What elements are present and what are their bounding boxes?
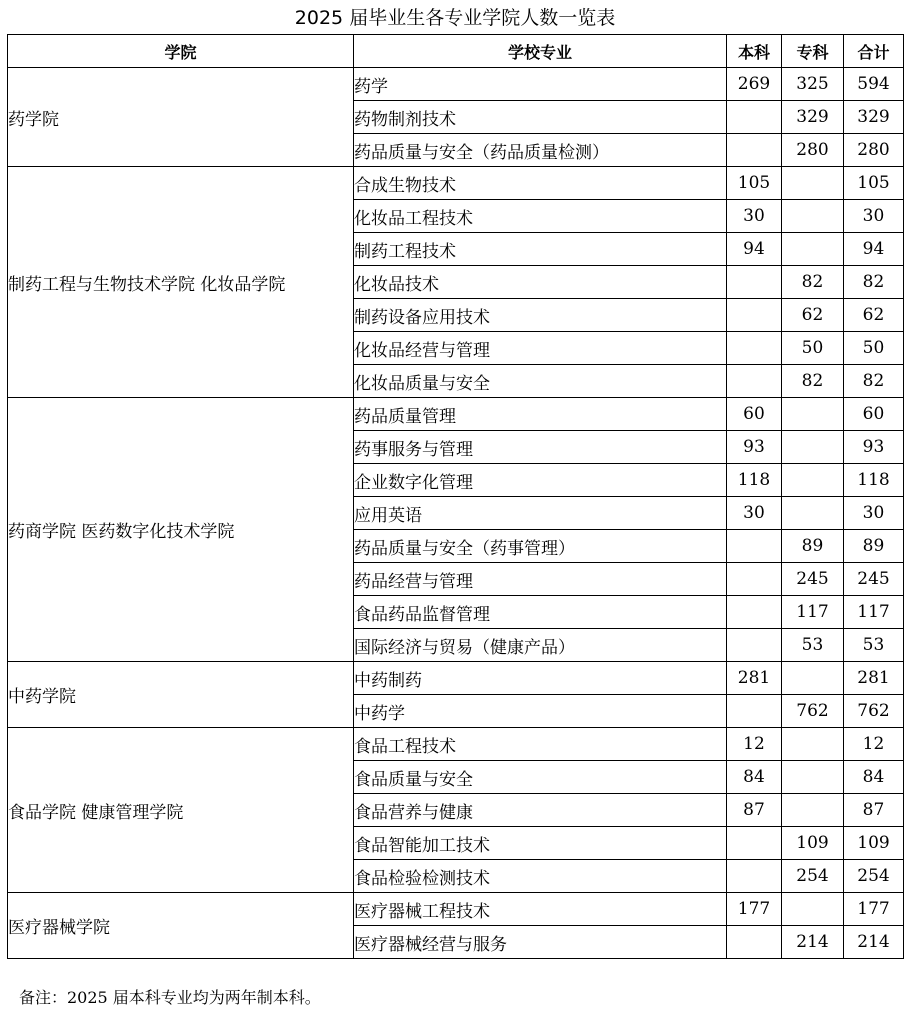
undergrad-count-cell: 105 bbox=[727, 167, 782, 200]
total-count-cell: 50 bbox=[844, 332, 904, 365]
junior-college-count-cell bbox=[782, 398, 844, 431]
total-count-cell: 245 bbox=[844, 563, 904, 596]
undergrad-count-cell bbox=[727, 332, 782, 365]
undergrad-count-cell: 93 bbox=[727, 431, 782, 464]
table-row bbox=[8, 893, 904, 926]
table-row bbox=[8, 167, 904, 200]
total-count-cell: 281 bbox=[844, 662, 904, 695]
major-cell: 中药学 bbox=[354, 695, 727, 728]
header-junior-college: 专科 bbox=[782, 35, 844, 68]
college-cell: 食品学院 健康管理学院 bbox=[8, 728, 354, 893]
total-count-cell: 89 bbox=[844, 530, 904, 563]
junior-college-count-cell: 82 bbox=[782, 266, 844, 299]
major-cell: 制药设备应用技术 bbox=[354, 299, 727, 332]
major-cell: 医疗器械经营与服务 bbox=[354, 926, 727, 959]
undergrad-count-cell bbox=[727, 530, 782, 563]
major-cell: 企业数字化管理 bbox=[354, 464, 727, 497]
junior-college-count-cell: 109 bbox=[782, 827, 844, 860]
total-count-cell: 30 bbox=[844, 200, 904, 233]
table-row bbox=[8, 662, 904, 695]
major-cell: 应用英语 bbox=[354, 497, 727, 530]
major-cell: 化妆品工程技术 bbox=[354, 200, 727, 233]
college-cell: 制药工程与生物技术学院 化妆品学院 bbox=[8, 167, 354, 398]
major-cell: 药品质量与安全（药事管理） bbox=[354, 530, 727, 563]
junior-college-count-cell: 325 bbox=[782, 68, 844, 101]
major-cell: 食品质量与安全 bbox=[354, 761, 727, 794]
undergrad-count-cell: 12 bbox=[727, 728, 782, 761]
junior-college-count-cell bbox=[782, 200, 844, 233]
undergrad-count-cell: 281 bbox=[727, 662, 782, 695]
undergrad-count-cell bbox=[727, 926, 782, 959]
junior-college-count-cell bbox=[782, 431, 844, 464]
undergrad-count-cell: 84 bbox=[727, 761, 782, 794]
undergrad-count-cell: 177 bbox=[727, 893, 782, 926]
junior-college-count-cell bbox=[782, 167, 844, 200]
major-cell: 化妆品技术 bbox=[354, 266, 727, 299]
major-cell: 合成生物技术 bbox=[354, 167, 727, 200]
junior-college-count-cell: 50 bbox=[782, 332, 844, 365]
junior-college-count-cell: 53 bbox=[782, 629, 844, 662]
total-count-cell: 762 bbox=[844, 695, 904, 728]
junior-college-count-cell bbox=[782, 464, 844, 497]
college-cell: 药学院 bbox=[8, 68, 354, 167]
college-cell: 医疗器械学院 bbox=[8, 893, 354, 959]
junior-college-count-cell: 117 bbox=[782, 596, 844, 629]
total-count-cell: 87 bbox=[844, 794, 904, 827]
junior-college-count-cell: 329 bbox=[782, 101, 844, 134]
page-title: 2025 届毕业生各专业学院人数一览表 bbox=[294, 7, 616, 29]
total-count-cell: 12 bbox=[844, 728, 904, 761]
undergrad-count-cell: 30 bbox=[727, 497, 782, 530]
major-cell: 药品经营与管理 bbox=[354, 563, 727, 596]
junior-college-count-cell: 82 bbox=[782, 365, 844, 398]
major-cell: 食品工程技术 bbox=[354, 728, 727, 761]
total-count-cell: 53 bbox=[844, 629, 904, 662]
junior-college-count-cell bbox=[782, 893, 844, 926]
table-row bbox=[8, 398, 904, 431]
table-row bbox=[8, 68, 904, 101]
total-count-cell: 117 bbox=[844, 596, 904, 629]
total-count-cell: 82 bbox=[844, 266, 904, 299]
college-cell: 中药学院 bbox=[8, 662, 354, 728]
undergrad-count-cell: 60 bbox=[727, 398, 782, 431]
undergrad-count-cell: 269 bbox=[727, 68, 782, 101]
major-cell: 食品药品监督管理 bbox=[354, 596, 727, 629]
major-cell: 医疗器械工程技术 bbox=[354, 893, 727, 926]
total-count-cell: 93 bbox=[844, 431, 904, 464]
header-undergrad: 本科 bbox=[727, 35, 782, 68]
major-cell: 中药制药 bbox=[354, 662, 727, 695]
major-cell: 国际经济与贸易（健康产品） bbox=[354, 629, 727, 662]
junior-college-count-cell bbox=[782, 728, 844, 761]
undergrad-count-cell: 87 bbox=[727, 794, 782, 827]
total-count-cell: 94 bbox=[844, 233, 904, 266]
undergrad-count-cell bbox=[727, 299, 782, 332]
major-cell: 药品质量与安全（药品质量检测） bbox=[354, 134, 727, 167]
undergrad-count-cell bbox=[727, 629, 782, 662]
total-count-cell: 84 bbox=[844, 761, 904, 794]
total-count-cell: 329 bbox=[844, 101, 904, 134]
total-count-cell: 62 bbox=[844, 299, 904, 332]
junior-college-count-cell: 62 bbox=[782, 299, 844, 332]
undergrad-count-cell bbox=[727, 827, 782, 860]
major-cell: 食品检验检测技术 bbox=[354, 860, 727, 893]
undergrad-count-cell bbox=[727, 563, 782, 596]
undergrad-count-cell bbox=[727, 596, 782, 629]
total-count-cell: 214 bbox=[844, 926, 904, 959]
header-college: 学院 bbox=[8, 35, 354, 68]
total-count-cell: 60 bbox=[844, 398, 904, 431]
total-count-cell: 82 bbox=[844, 365, 904, 398]
college-cell: 药商学院 医药数字化技术学院 bbox=[8, 398, 354, 662]
total-count-cell: 254 bbox=[844, 860, 904, 893]
undergrad-count-cell: 30 bbox=[727, 200, 782, 233]
major-cell: 食品营养与健康 bbox=[354, 794, 727, 827]
major-cell: 化妆品质量与安全 bbox=[354, 365, 727, 398]
major-cell: 化妆品经营与管理 bbox=[354, 332, 727, 365]
undergrad-count-cell bbox=[727, 134, 782, 167]
undergrad-count-cell bbox=[727, 695, 782, 728]
junior-college-count-cell bbox=[782, 761, 844, 794]
undergrad-count-cell: 118 bbox=[727, 464, 782, 497]
header-total: 合计 bbox=[844, 35, 904, 68]
header-major: 学校专业 bbox=[354, 35, 727, 68]
total-count-cell: 109 bbox=[844, 827, 904, 860]
graduates-table bbox=[7, 34, 904, 959]
junior-college-count-cell: 254 bbox=[782, 860, 844, 893]
undergrad-count-cell bbox=[727, 101, 782, 134]
total-count-cell: 105 bbox=[844, 167, 904, 200]
major-cell: 药学 bbox=[354, 68, 727, 101]
junior-college-count-cell: 89 bbox=[782, 530, 844, 563]
junior-college-count-cell: 245 bbox=[782, 563, 844, 596]
total-count-cell: 280 bbox=[844, 134, 904, 167]
junior-college-count-cell: 762 bbox=[782, 695, 844, 728]
major-cell: 食品智能加工技术 bbox=[354, 827, 727, 860]
junior-college-count-cell bbox=[782, 497, 844, 530]
major-cell: 药物制剂技术 bbox=[354, 101, 727, 134]
junior-college-count-cell bbox=[782, 662, 844, 695]
total-count-cell: 177 bbox=[844, 893, 904, 926]
total-count-cell: 594 bbox=[844, 68, 904, 101]
undergrad-count-cell: 94 bbox=[727, 233, 782, 266]
undergrad-count-cell bbox=[727, 860, 782, 893]
total-count-cell: 30 bbox=[844, 497, 904, 530]
junior-college-count-cell: 214 bbox=[782, 926, 844, 959]
major-cell: 药事服务与管理 bbox=[354, 431, 727, 464]
junior-college-count-cell bbox=[782, 794, 844, 827]
major-cell: 制药工程技术 bbox=[354, 233, 727, 266]
table-row bbox=[8, 728, 904, 761]
footnote: 备注：2025 届本科专业均为两年制本科。 bbox=[19, 988, 321, 1007]
undergrad-count-cell bbox=[727, 266, 782, 299]
header-row bbox=[8, 35, 904, 68]
undergrad-count-cell bbox=[727, 365, 782, 398]
junior-college-count-cell: 280 bbox=[782, 134, 844, 167]
junior-college-count-cell bbox=[782, 233, 844, 266]
total-count-cell: 118 bbox=[844, 464, 904, 497]
table-body bbox=[8, 68, 904, 959]
major-cell: 药品质量管理 bbox=[354, 398, 727, 431]
